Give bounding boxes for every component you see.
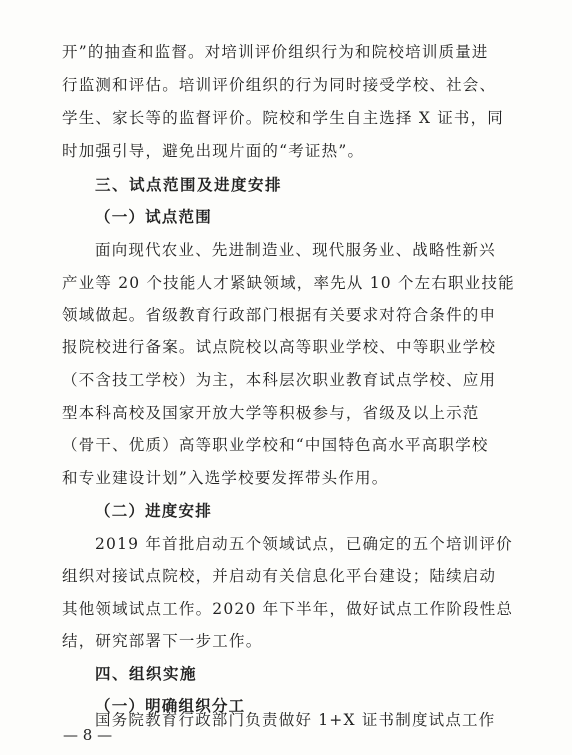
paragraph-line: （不含技工学校）为主，本科层次职业教育试点学校、应用 (62, 371, 497, 389)
paragraph-line: 产业等 20 个技能人才紧缺领域，率先从 10 个左右职业技能 (62, 274, 515, 292)
paragraph-line: 面向现代农业、先进制造业、现代服务业、战略性新兴 (95, 241, 496, 259)
paragraph-line: 行监测和评估。培训评价组织的行为同时接受学校、社会、 (62, 76, 497, 94)
subsection-heading: （二）进度安排 (95, 501, 212, 520)
paragraph-line: 和专业建设计划”入选学校要发挥带头作用。 (62, 469, 389, 487)
paragraph-line: 其他领域试点工作。2020 年下半年，做好试点工作阶段性总 (62, 600, 514, 618)
paragraph-line: 时加强引导，避免出现片面的“考证热”。 (62, 142, 365, 160)
paragraph-line: 学生、家长等的监督评价。院校和学生自主选择 X 证书，同 (62, 109, 504, 127)
paragraph-line: 报院校进行备案。试点院校以高等职业学校、中等职业学校 (62, 338, 497, 356)
section-heading: 四、组织实施 (95, 665, 198, 683)
subsection-heading: （一）试点范围 (95, 207, 212, 226)
paragraph-line: 结，研究部署下一步工作。 (62, 632, 263, 650)
subsection-heading: （一）明确组织分工 (95, 696, 246, 715)
section-heading: 三、试点范围及进度安排 (95, 176, 283, 194)
page-number: — 8 — (63, 726, 113, 744)
paragraph-line: 领域做起。省级教育行政部门根据有关要求对符合条件的申 (62, 306, 497, 324)
paragraph-line: 国务院教育行政部门负责做好 1+X 证书制度试点工作 (95, 711, 496, 729)
paragraph-line: （骨干、优质）高等职业学校和“中国特色高水平高职学校 (62, 436, 489, 454)
paragraph-line: 开”的抽查和监督。对培训评价组织行为和院校培训质量进 (62, 43, 489, 61)
paragraph-line: 型本科高校及国家开放大学等积极参与，省级及以上示范 (62, 404, 480, 422)
paragraph-line: 2019 年首批启动五个领域试点，已确定的五个培训评价 (95, 535, 513, 553)
paragraph-line: 组织对接试点院校，并启动有关信息化平台建设；陆续启动 (62, 567, 497, 585)
